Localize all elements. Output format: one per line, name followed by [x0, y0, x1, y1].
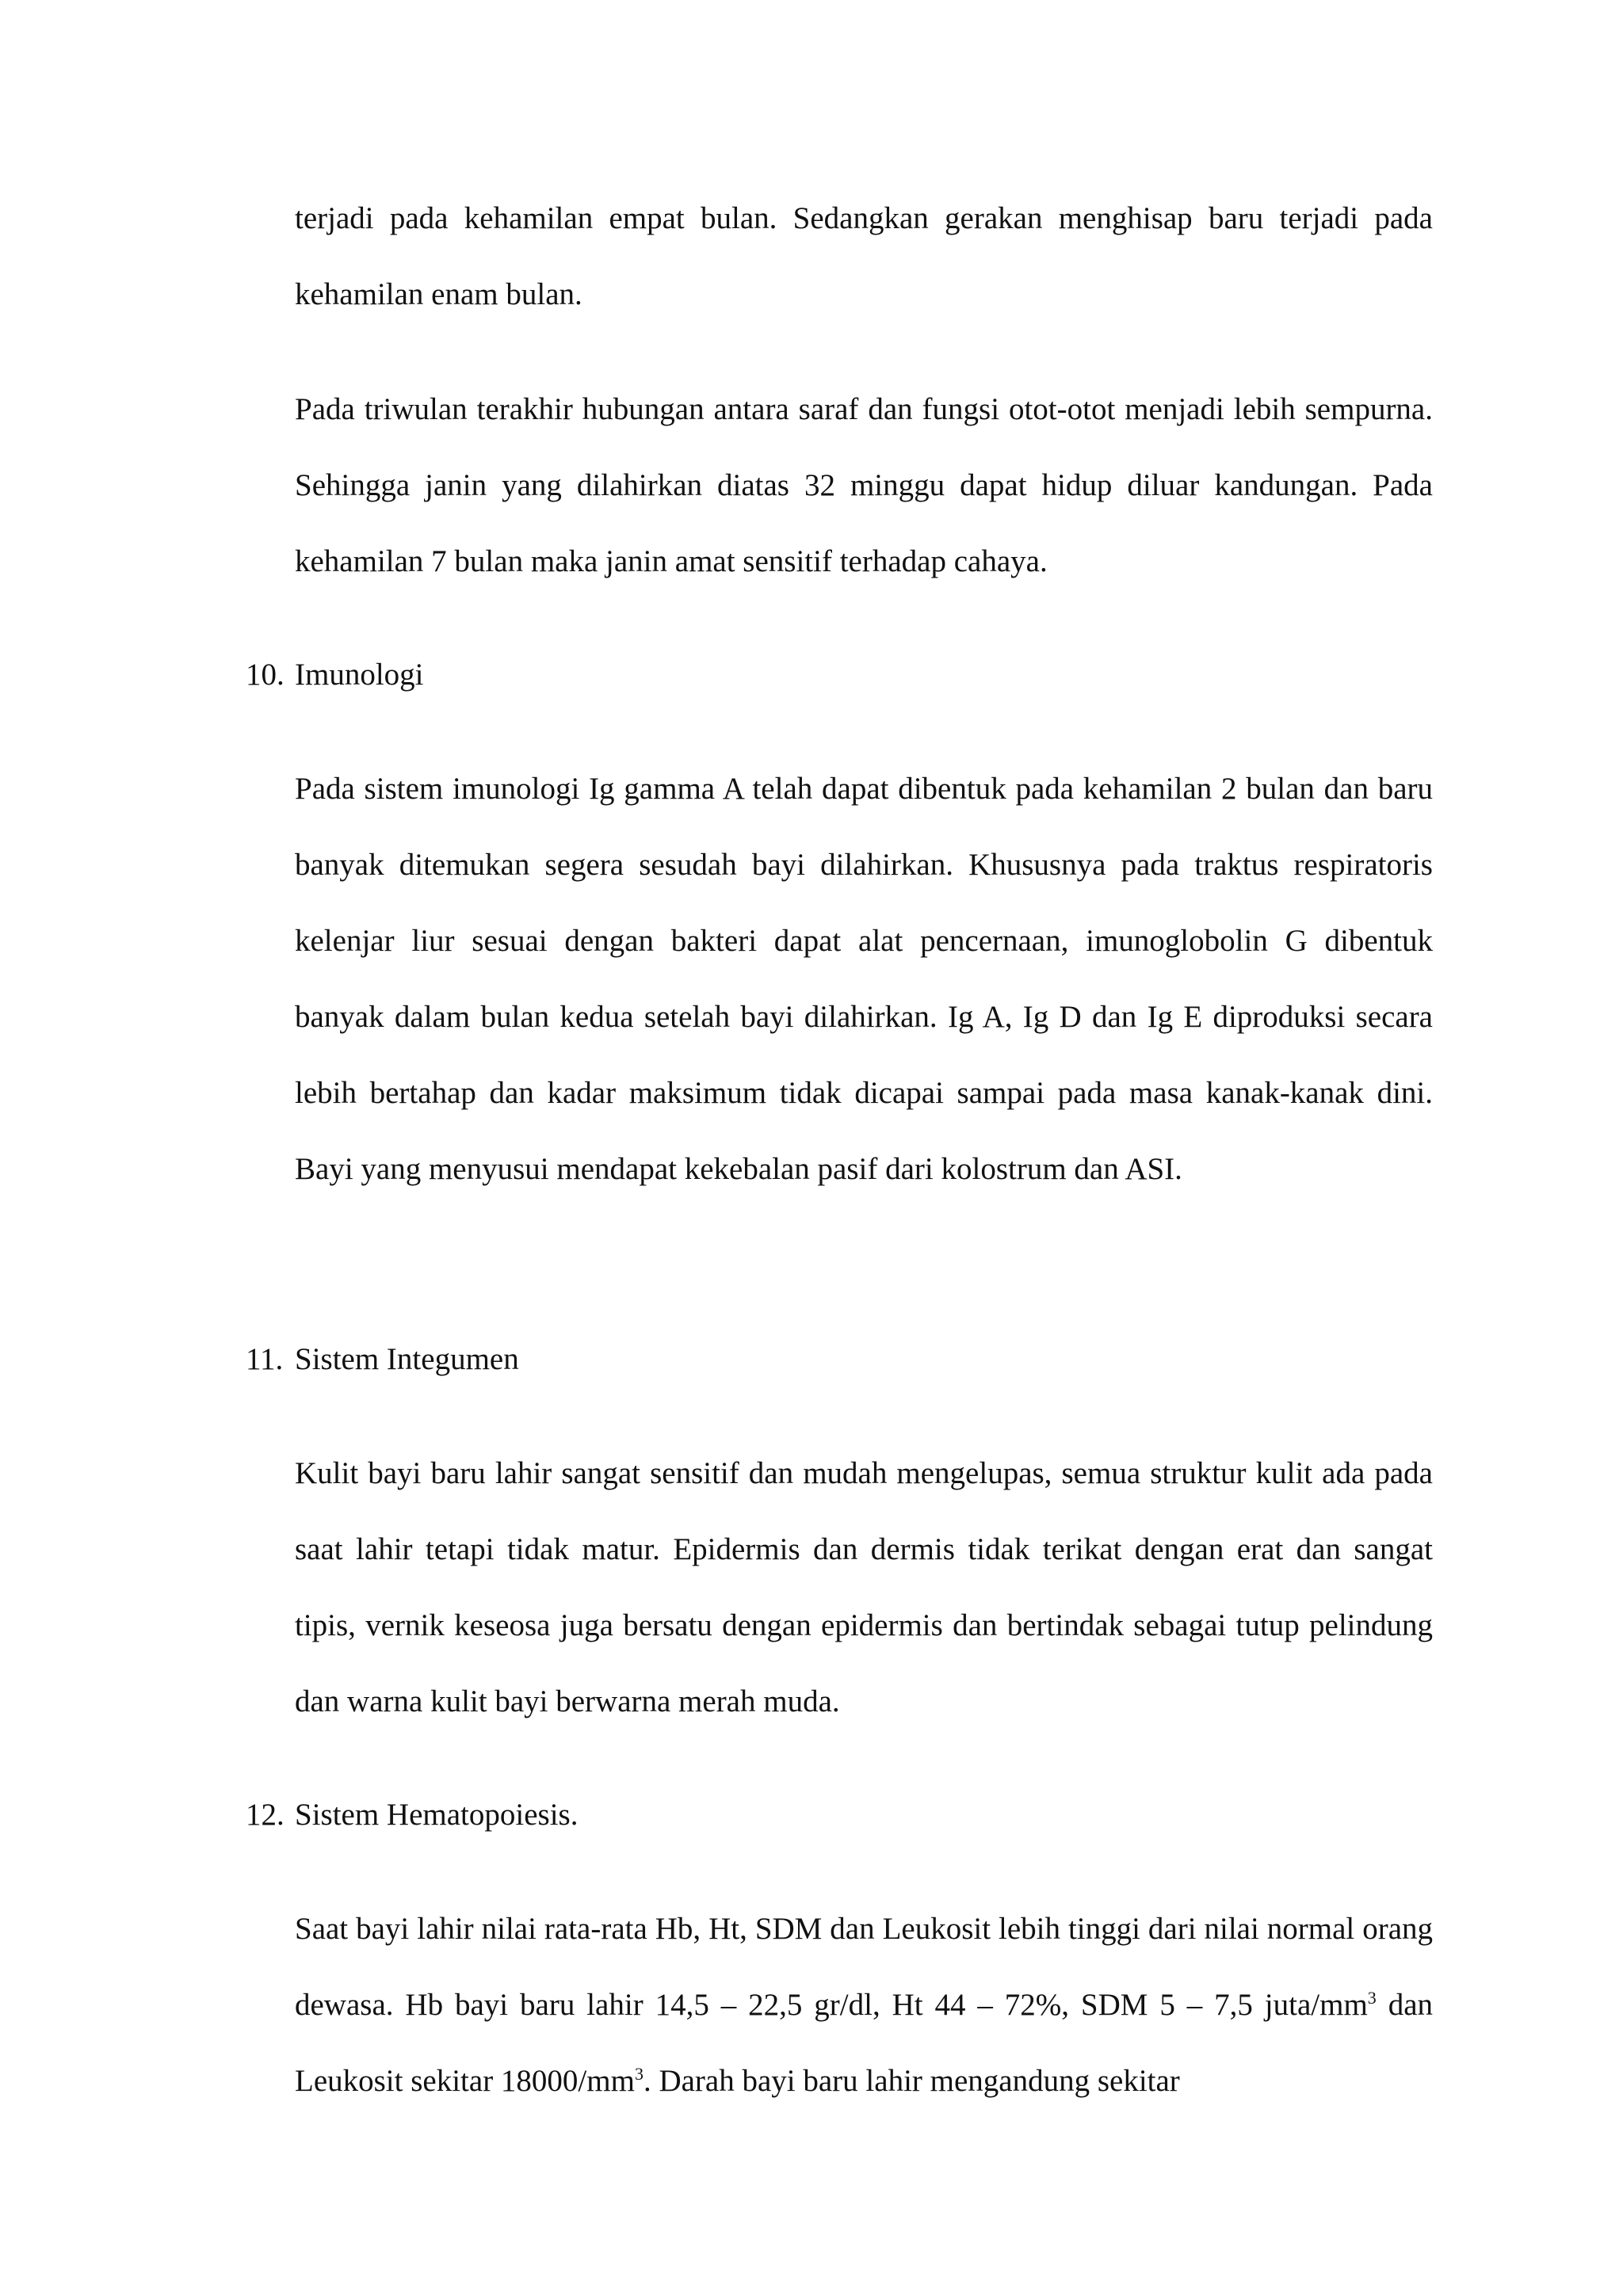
paragraph-hematopoiesis [295, 1891, 1433, 2119]
paragraph-continuation: terjadi pada kehamilan empat bulan. Sedangkan gerakan menghisap baru terjadi pada kehamilan enam bulan. [295, 201, 1433, 311]
text-run: . Darah bayi baru lahir mengandung sekitar [643, 2064, 1180, 2098]
paragraph-triwulan: Pada triwulan terakhir hubungan antara saraf dan fungsi otot-otot menjadi lebih sempurna. Sehingga janin yang dilahirkan diatas 32 minggu dapat hidup diluar kandungan. Pada kehamilan 7 bulan maka janin amat sensitif terhadap cahaya. [295, 392, 1433, 578]
section-heading-imunologi [246, 637, 424, 713]
section-number: 12. [246, 1798, 285, 1832]
superscript: 3 [1367, 1988, 1377, 2008]
section-number: 11. [246, 1342, 284, 1376]
superscript: 3 [634, 2064, 643, 2084]
section-title: Imunologi [295, 658, 424, 692]
section-title: Sistem Hematopoiesis. [295, 1798, 579, 1832]
section-number: 10. [246, 658, 285, 692]
paragraph-integumen: Kulit bayi baru lahir sangat sensitif dan mudah mengelupas, semua struktur kulit ada pada saat lahir tetapi tidak matur. Epidermis dan dermis tidak terikat dengan erat dan sangat tipis, vernik keseosa juga bersatu dengan epidermis dan bertindak sebagai tutup pelindung dan warna kulit bayi berwarna merah muda. [295, 1456, 1433, 1718]
paragraph-imunologi: Pada sistem imunologi Ig gamma A telah dapat dibentuk pada kehamilan 2 bulan dan baru banyak ditemukan segera sesudah bayi dilahirkan. Khususnya pada traktus respiratoris kelenjar liur sesuai dengan bakteri dapat alat pencernaan, imunoglobolin G dibentuk banyak dalam bulan kedua setelah bayi dilahirkan. Ig A, Ig D dan Ig E diproduksi secara lebih bertahap dan kadar maksimum tidak dicapai sampai pada masa kanak-kanak dini. Bayi yang menyusui mendapat kekebalan pasif dari kolostrum dan ASI. [295, 772, 1433, 1186]
section-heading-integumen [246, 1322, 519, 1398]
text-run: Saat bayi lahir nilai rata-rata Hb, Ht, SDM dan Leukosit lebih tinggi dari nilai normal orang dewasa. Hb bayi baru lahir 14,5 – 22,5 gr/dl, Ht 44 – 72%, SDM 5 – 7,5 juta/mm [295, 1912, 1433, 2022]
section-heading-hematopoiesis [246, 1777, 578, 1853]
text-run: dan Leukosit sekitar 18000/mm [295, 1988, 1434, 2098]
section-title: Sistem Integumen [295, 1342, 519, 1376]
